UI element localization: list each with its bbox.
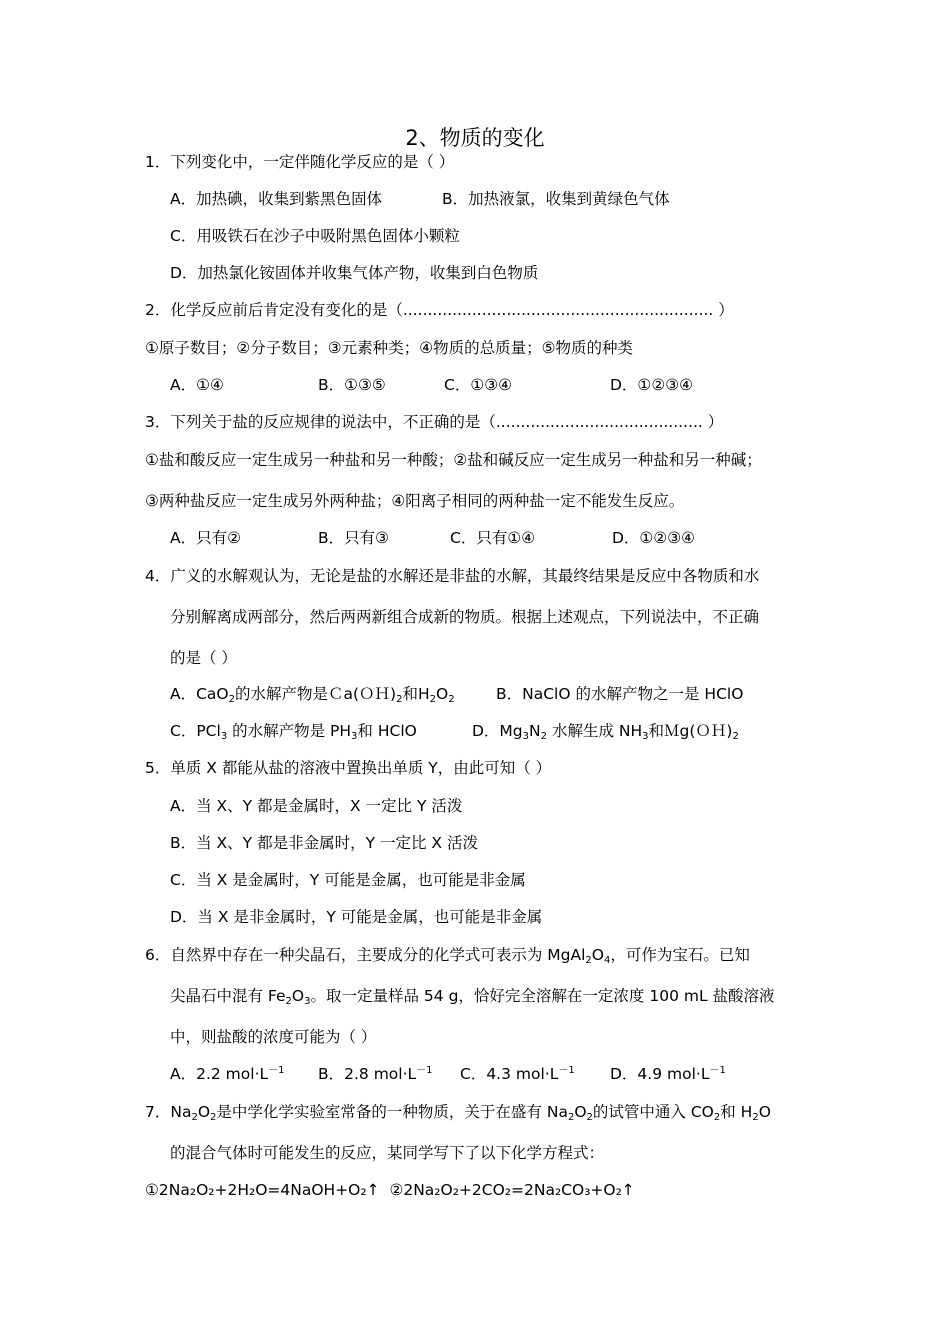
q6-option-c: C．4.3 $mol\cdot L^{-1}$	[460, 1065, 575, 1083]
q4-option-d: D．$Mg_3N_2$ 水解生成 $NH_3$和$Mg(OH)_2$	[472, 722, 739, 742]
q3-statement-2: ③两种盐反应一定生成另外两种盐；④阳离子相同的两种盐一定不能发生反应。	[145, 492, 685, 510]
q4-option-a: A．CaO$_2$的水解产物是$Ca(OH)_2$和$H_2O_2$	[170, 685, 455, 705]
q1-stem: 1．下列变化中，一定伴随化学反应的是（ ）	[145, 153, 455, 171]
q1-option-a: A．加热碘，收集到紫黑色固体	[170, 190, 383, 208]
q3-statement-1: ①盐和酸反应一定生成另一种盐和另一种酸；②盐和碱反应一定生成另一种盐和另一种碱；	[145, 451, 762, 469]
q7-equations	[145, 1180, 635, 1200]
q1-option-c: C．用吸铁石在沙子中吸附黑色固体小颗粒	[170, 227, 460, 245]
q2-stem: 2．化学反应前后肯定没有变化的是（............................................................... ）	[145, 301, 734, 319]
q3-stem: 3．下列关于盐的反应规律的说法中，不正确的是（.......................................... ）	[145, 413, 724, 431]
q2-option-a: A．①④	[170, 376, 224, 394]
q5-stem: 5．单质 X 都能从盐的溶液中置换出单质 Y，由此可知（ ）	[145, 759, 552, 777]
q3-option-c: C．只有①④	[450, 529, 536, 547]
q6-option-d: D．4.9 $mol\cdot L^{-1}$	[610, 1065, 726, 1083]
q4-stem-line-2: 分别解离成两部分，然后两两新组合成新的物质。根据上述观点，下列说法中，不正确	[170, 608, 760, 626]
q5-option-a: A．当 X、Y 都是金属时，X 一定比 Y 活泼	[170, 797, 463, 815]
q5-option-b: B．当 X、Y 都是非金属时，Y 一定比 X 活泼	[170, 834, 478, 852]
q4-option-b: B．NaClO 的水解产物之一是 HClO	[496, 685, 744, 703]
q6-option-b: B．2.8 $mol\cdot L^{-1}$	[318, 1065, 433, 1083]
q6-stem-line-1: 6．自然界中存在一种尖晶石，主要成分的化学式可表示为 $MgAl_2O_4$，可作为宝石。已知	[145, 946, 750, 966]
q2-items: ①原子数目；②分子数目；③元素种类；④物质的总质量；⑤物质的种类	[145, 339, 633, 357]
q4-option-c: C．PCl$_3$ 的水解产物是 $PH_3$和 HClO	[170, 722, 417, 742]
q4-stem-line-3: 的是（ ）	[170, 649, 237, 667]
q3-option-b: B．只有③	[318, 529, 390, 547]
q7-equation-2: ②2Na₂O₂+2CO₂=2Na₂CO₃+O₂↑	[389, 1181, 635, 1199]
page-title: 2、物质的变化	[405, 126, 545, 150]
q5-option-d: D．当 X 是非金属时，Y 可能是金属，也可能是非金属	[170, 908, 543, 926]
q1-option-b: B．加热液氯，收集到黄绿色气体	[442, 190, 670, 208]
q1-option-d: D．加热氯化铵固体并收集气体产物，收集到白色物质	[170, 264, 539, 282]
q7-stem-line-1: 7．$Na_2O_2$是中学化学实验室常备的一种物质，关于在盛有 $Na_2O_2$的试管中通入 $CO_2$和 $H_2O$	[145, 1103, 771, 1123]
q7-stem-line-2: 的混合气体时可能发生的反应，某同学写下了以下化学方程式：	[170, 1144, 605, 1162]
q3-option-a: A．只有②	[170, 529, 241, 547]
q6-stem-line-3: 中，则盐酸的浓度可能为（ ）	[170, 1028, 377, 1046]
q2-option-c: C．①③④	[444, 376, 513, 394]
q5-option-c: C．当 X 是金属时，Y 可能是金属，也可能是非金属	[170, 871, 526, 889]
q6-option-a: A．2.2 $mol\cdot L^{-1}$	[170, 1065, 285, 1083]
q6-stem-line-2: 尖晶石中混有 $Fe_2O_3$。取一定量样品 54 g，恰好完全溶解在一定浓度 100 mL 盐酸溶液	[170, 987, 775, 1007]
q2-option-d: D．①②③④	[610, 376, 694, 394]
q7-equation-1: ①2Na₂O₂+2H₂O=4NaOH+O₂↑	[145, 1181, 380, 1199]
q2-option-b: B．①③⑤	[318, 376, 386, 394]
q3-option-d: D．①②③④	[612, 529, 696, 547]
q4-stem-line-1: 4．广义的水解观认为，无论是盐的水解还是非盐的水解，其最终结果是反应中各物质和水	[145, 567, 760, 585]
